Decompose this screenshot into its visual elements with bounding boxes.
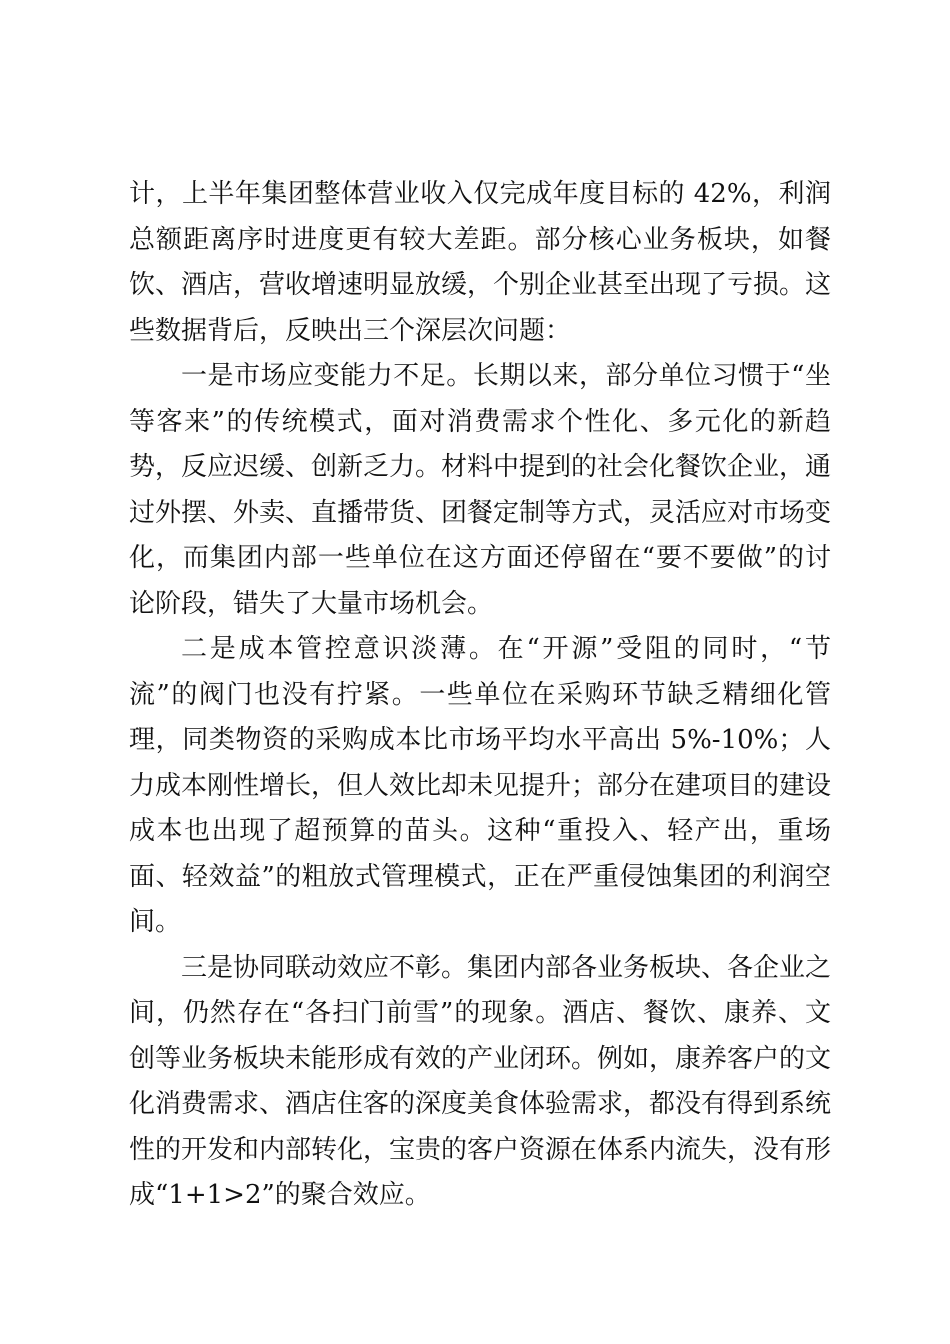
- paragraph-market-adaptability: 一是市场应变能力不足。长期以来，部分单位习惯于“坐等客来”的传统模式，面对消费需求个性化、多元化的新趋势，反应迟缓、创新乏力。材料中提到的社会化餐饮企业，通过外摆、外卖、直播带货、团餐定制等方式，灵活应对市场变化，而集团内部一些单位在这方面还停留在“要不要做”的讨论阶段，错失了大量市场机会。: [129, 361, 832, 619]
- paragraph-cost-control: 二是成本管控意识淡薄。在“开源”受阻的同时，“节流”的阀门也没有拧紧。一些单位在采购环节缺乏精细化管理，同类物资的采购成本比市场平均水平高出 5%-10%；人力成本刚性增长，但人效比却未见提升；部分在建项目的建设成本也出现了超预算的苗头。这种“重投入、轻产出，重场面、轻效益”的粗放式管理模式，正在严重侵蚀集团的利润空间。: [129, 634, 832, 937]
- body-text: [129, 172, 831, 1219]
- paragraph-synergy: 三是协同联动效应不彰。集团内部各业务板块、各企业之间，仍然存在“各扫门前雪”的现象。酒店、餐饮、康养、文创等业务板块未能形成有效的产业闭环。例如，康养客户的文化消费需求、酒店住客的深度美食体验需求，都没有得到系统性的开发和内部转化，宝贵的客户资源在体系内流失，没有形成“1+1>2”的聚合效应。: [129, 952, 832, 1210]
- paragraph-continuation: 计，上半年集团整体营业收入仅完成年度目标的 42%，利润总额距离序时进度更有较大差距。部分核心业务板块，如餐饮、酒店，营收增速明显放缓，个别企业甚至出现了亏损。这些数据背后，反映出三个深层次问题：: [129, 179, 832, 346]
